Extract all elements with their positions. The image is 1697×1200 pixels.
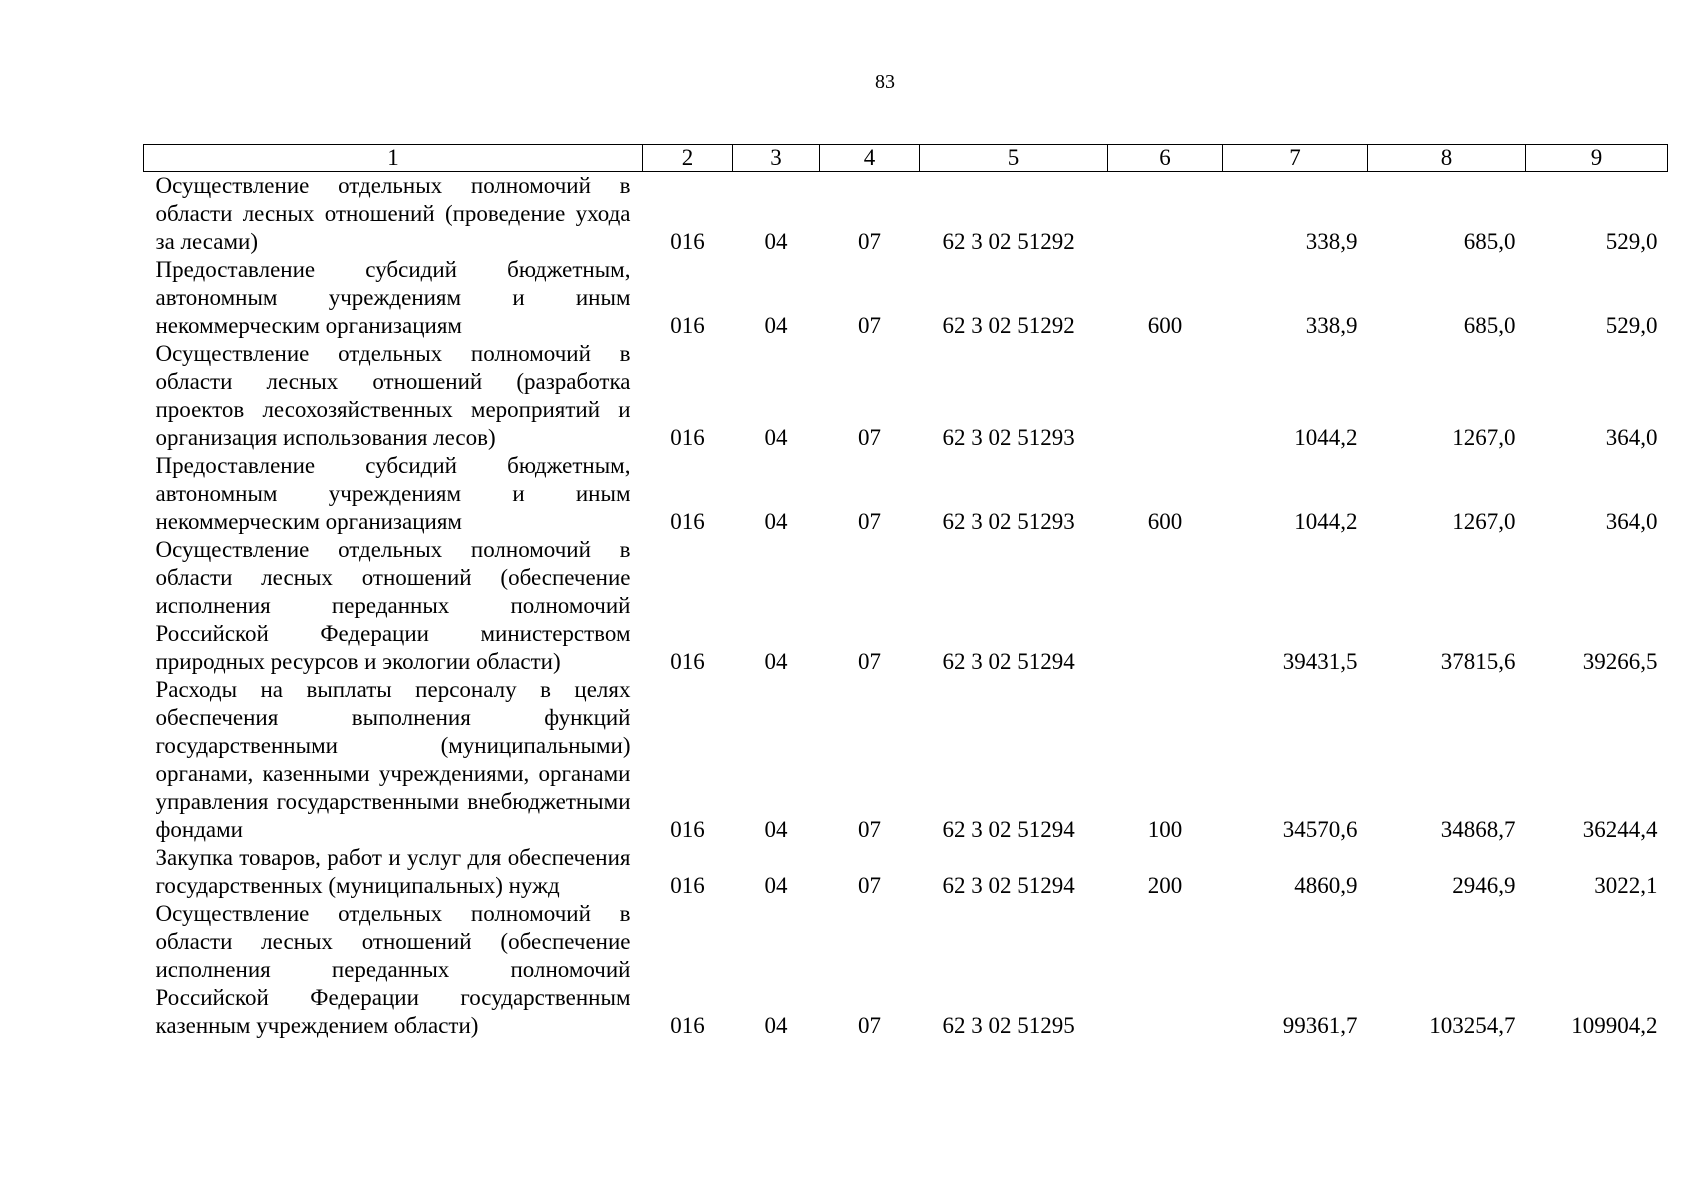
row-description: Осуществление отдельных полномочий в области лесных отношений (обеспечение исполнения переданных полномочий Российской Федерации государственным казенным учреждением области)	[155, 901, 631, 1038]
row-code-ministry: 016	[670, 873, 705, 898]
row-expense-type	[1108, 340, 1223, 452]
row-target-code: 62 3 02 51293	[942, 425, 1075, 450]
row-amount-3: 109904,2	[1571, 1013, 1658, 1038]
row-target-code: 62 3 02 51292	[942, 229, 1075, 254]
row-amount-1: 4860,9	[1294, 873, 1358, 898]
row-code-section: 04	[764, 1013, 788, 1038]
row-target-code: 62 3 02 51295	[942, 1013, 1075, 1038]
row-target-code: 62 3 02 51294	[942, 817, 1075, 842]
row-amount-2: 1267,0	[1452, 509, 1516, 534]
row-code-subsection: 07	[858, 649, 881, 674]
row-amount-2: 37815,6	[1440, 649, 1516, 674]
row-target-code: 62 3 02 51292	[942, 313, 1075, 338]
row-description: Осуществление отдельных полномочий в области лесных отношений (проведение ухода за лесами)	[155, 173, 631, 254]
row-code-section: 04	[764, 873, 788, 898]
row-code-subsection: 07	[858, 425, 881, 450]
row-description: Осуществление отдельных полномочий в области лесных отношений (разработка проектов лесохозяйственных мероприятий и организация использования лесов)	[155, 341, 631, 450]
row-amount-3: 3022,1	[1594, 873, 1658, 898]
row-code-ministry: 016	[670, 229, 705, 254]
table-row	[144, 676, 1668, 844]
row-amount-2: 685,0	[1463, 229, 1516, 254]
page-number: 83	[875, 71, 895, 93]
row-description: Расходы на выплаты персоналу в целях обеспечения выполнения функций государственными (муниципальными) органами, казенными учреждениями, органами управления государственными внебюджетными фондами	[155, 677, 631, 842]
header-cell: 6	[1108, 145, 1223, 172]
row-amount-2: 685,0	[1463, 313, 1516, 338]
row-expense-type	[1108, 900, 1223, 1040]
row-amount-3: 36244,4	[1582, 817, 1658, 842]
row-expense-type: 100	[1147, 817, 1183, 842]
row-target-code: 62 3 02 51294	[942, 873, 1075, 898]
row-target-code: 62 3 02 51293	[942, 509, 1075, 534]
row-code-ministry: 016	[670, 425, 705, 450]
row-expense-type: 600	[1147, 509, 1183, 534]
header-cell: 7	[1223, 145, 1368, 172]
row-code-subsection: 07	[858, 313, 881, 338]
row-code-ministry: 016	[670, 1013, 705, 1038]
row-amount-1: 1044,2	[1294, 425, 1358, 450]
row-amount-1: 39431,5	[1282, 649, 1358, 674]
table-row	[144, 172, 1668, 257]
header-cell: 3	[733, 145, 820, 172]
row-code-section: 04	[764, 313, 788, 338]
table-row	[144, 340, 1668, 452]
row-amount-3: 39266,5	[1582, 649, 1658, 674]
table-row	[144, 256, 1668, 340]
header-row	[144, 145, 1668, 172]
row-code-subsection: 07	[858, 1013, 881, 1038]
row-expense-type: 600	[1147, 313, 1183, 338]
row-code-section: 04	[764, 425, 788, 450]
row-description: Предоставление субсидий бюджетным, автономным учреждениям и иным некоммерческим организациям	[155, 257, 631, 338]
row-amount-3: 529,0	[1605, 313, 1658, 338]
header-cell: 4	[820, 145, 920, 172]
row-description: Осуществление отдельных полномочий в области лесных отношений (обеспечение исполнения переданных полномочий Российской Федерации министерством природных ресурсов и экологии области)	[155, 537, 631, 674]
row-target-code: 62 3 02 51294	[942, 649, 1075, 674]
table-row	[144, 536, 1668, 676]
row-code-ministry: 016	[670, 649, 705, 674]
budget-table	[143, 144, 1668, 1040]
row-code-subsection: 07	[858, 817, 881, 842]
header-cell: 2	[643, 145, 733, 172]
row-amount-2: 1267,0	[1452, 425, 1516, 450]
row-code-ministry: 016	[670, 313, 705, 338]
header-cell: 5	[920, 145, 1108, 172]
table-row	[144, 844, 1668, 900]
row-code-section: 04	[764, 509, 788, 534]
row-amount-2: 103254,7	[1429, 1013, 1516, 1038]
row-amount-1: 338,9	[1305, 229, 1358, 254]
row-expense-type	[1108, 172, 1223, 257]
row-amount-1: 1044,2	[1294, 509, 1358, 534]
row-amount-3: 364,0	[1605, 509, 1658, 534]
row-amount-1: 34570,6	[1282, 817, 1358, 842]
row-code-section: 04	[764, 649, 788, 674]
row-code-section: 04	[764, 229, 788, 254]
row-code-subsection: 07	[858, 509, 881, 534]
row-amount-3: 529,0	[1605, 229, 1658, 254]
row-amount-3: 364,0	[1605, 425, 1658, 450]
row-amount-1: 99361,7	[1282, 1013, 1358, 1038]
row-description: Закупка товаров, работ и услуг для обеспечения государственных (муниципальных) нужд	[155, 845, 631, 898]
table-row	[144, 452, 1668, 536]
row-expense-type	[1108, 536, 1223, 676]
header-cell: 1	[144, 145, 643, 172]
row-code-subsection: 07	[858, 229, 881, 254]
header-cell: 8	[1368, 145, 1526, 172]
row-description: Предоставление субсидий бюджетным, автономным учреждениям и иным некоммерческим организациям	[155, 453, 631, 534]
row-amount-1: 338,9	[1305, 313, 1358, 338]
table-row	[144, 900, 1668, 1040]
row-code-ministry: 016	[670, 817, 705, 842]
row-code-subsection: 07	[858, 873, 881, 898]
row-amount-2: 2946,9	[1452, 873, 1516, 898]
row-expense-type: 200	[1147, 873, 1183, 898]
row-code-section: 04	[764, 817, 788, 842]
row-amount-2: 34868,7	[1440, 817, 1516, 842]
header-cell: 9	[1526, 145, 1668, 172]
row-code-ministry: 016	[670, 509, 705, 534]
